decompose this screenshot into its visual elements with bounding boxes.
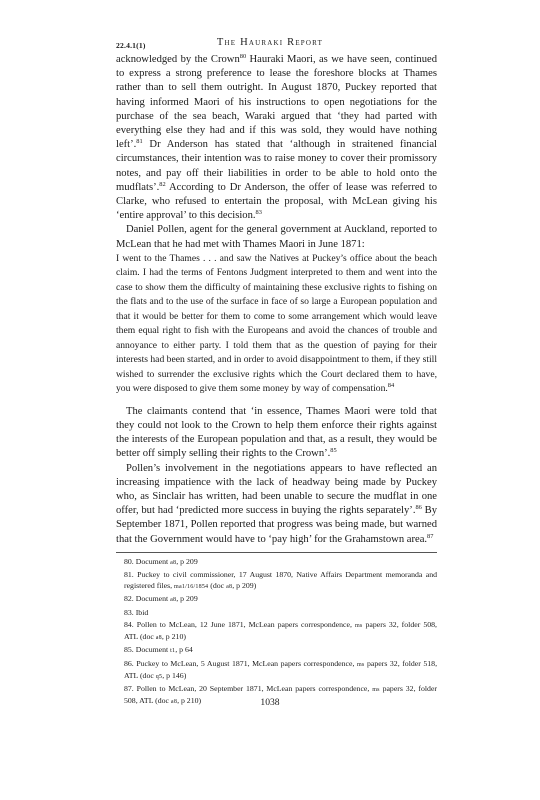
footnote-number: 83. <box>124 607 134 617</box>
paragraph-4: Pollen’s involvement in the negotiations appears to have reflected an increasing impatience with the lack of headway being made by Puckey who, as Sinclair has written, had been unable to secure the mudflat in one offer, but had ‘predicted more success in buying the rights separately’.$^{86}$ By September 1871, Pollen reported that progress was being made, but warned that the Government would have to ‘pay high’ for the Grahamstown area.$^{87}$ <box>116 462 438 545</box>
footnote-ref[interactable]: 83 <box>255 209 262 217</box>
footnote-number: 81. <box>124 570 134 580</box>
footnote-ref[interactable]: 82 <box>159 180 166 188</box>
footnote-item: 85. Document t1, p 64 <box>124 645 193 655</box>
paragraph-3: The claimants contend that ‘in essence, Thames Maori were told that they could not look to the Crown to help them enforce their rights against the interests of the European population and that, as a result, they would be better off simply selling their rights to the Crown’.$^{85}$ <box>116 405 437 460</box>
footnote-item: 82. Document a8, p 209 <box>124 594 198 604</box>
footnote-item: 83. Ibid <box>124 607 149 617</box>
footnote-item: 80. Document a8, p 209 <box>124 556 198 566</box>
footnote-divider <box>116 552 437 553</box>
footnote-ref[interactable]: 80 <box>239 53 247 60</box>
footnote-item: 81. Puckey to civil commissioner, 17 August 1870, Native Affairs Department memoranda and registered files, ma1/16/1854 (doc a8, p 209) <box>124 570 437 590</box>
footnote-ref[interactable]: 87 <box>427 532 434 540</box>
footnote-number: 82. <box>124 594 134 604</box>
footnote-ref[interactable]: 85 <box>330 447 337 455</box>
footnotes-list <box>116 557 437 707</box>
footnote-item: 87. Pollen to McLean, 20 September 1871, McLean papers correspondence, ms papers 32, folder 508, ATL (doc a8, p 210) <box>124 684 438 705</box>
footnote-ref[interactable]: 86 <box>415 504 422 512</box>
body-text <box>116 53 437 709</box>
footnote-number: 86. <box>124 658 134 668</box>
running-title: The Hauraki Report <box>216 37 324 48</box>
footnote-item: 86. Puckey to McLean, 5 August 1871, McLean papers correspondence, ms papers 32, folder 518, ATL (doc q5, p 146) <box>124 658 438 680</box>
footnote-ref[interactable]: 81 <box>136 138 143 146</box>
footnote-ref[interactable]: 84 <box>387 382 395 390</box>
footnote-number: 84. <box>124 620 134 630</box>
footnote-number: 87. <box>124 684 134 694</box>
footnote-item: 84. Pollen to McLean, 12 June 1871, McLean papers correspondence, ms papers 32, folder 508, ATL (doc a8, p 210) <box>124 620 437 641</box>
paragraph-1: acknowledged by the Crown$^{80}$ Hauraki Maori, as we have seen, continued to express a strong preference to lease the foreshore blocks at Thames rather than to sell them outright. In August 1870, Puckey reported that having informed Maori of his instructions to open negotiations for the purchase of the sea beach, Waraki argued that ‘they had parted with everything else they had and if this was sold, they would have nothing left’.$^{81}$ Dr Anderson has stated that ‘although in straitened financial circumstances, their intention was to raise money to cover their promissory notes, and pay off their liabilities in order to be able to hold onto the mudflats’.$^{82}$ According to Dr Anderson, the offer of lease was referred to Clarke, who refused to entertain the proposal, with McLean giving his ‘entire approval’ to this decision.$^{83}$ <box>116 53 437 222</box>
footnote-number: 85. <box>124 645 134 655</box>
block-quote: I went to the Thames . . . and saw the Natives at Puckey’s office about the beach claim. I had the terms of Fentons Judgment interpreted to them and went into the case to show them the difficulty of maintaining these exclusive rights to fishing on the flats and to the use of the surface in face of so large a European population and that it would be better for them to come to some arrangement which would leave them equal right to fish with the Europeans and avoid the chances of trouble and annoyance to either party. I told them that as the question of paying for their interests had been started, and in order to avoid disappointment to them, if they still wished to surrender the exclusive rights which the Court declared them to have, you were disposed to give them some money by way of compensation.$^{84}$ <box>116 252 437 395</box>
paragraph-2: Daniel Pollen, agent for the general government at Auckland, reported to McLean that he had met with Thames Maori in June 1871: <box>116 224 437 250</box>
page-number: 1038 <box>260 697 280 708</box>
section-number: 22.4.1(1) <box>116 41 146 50</box>
footnote-number: 80. <box>124 556 134 566</box>
